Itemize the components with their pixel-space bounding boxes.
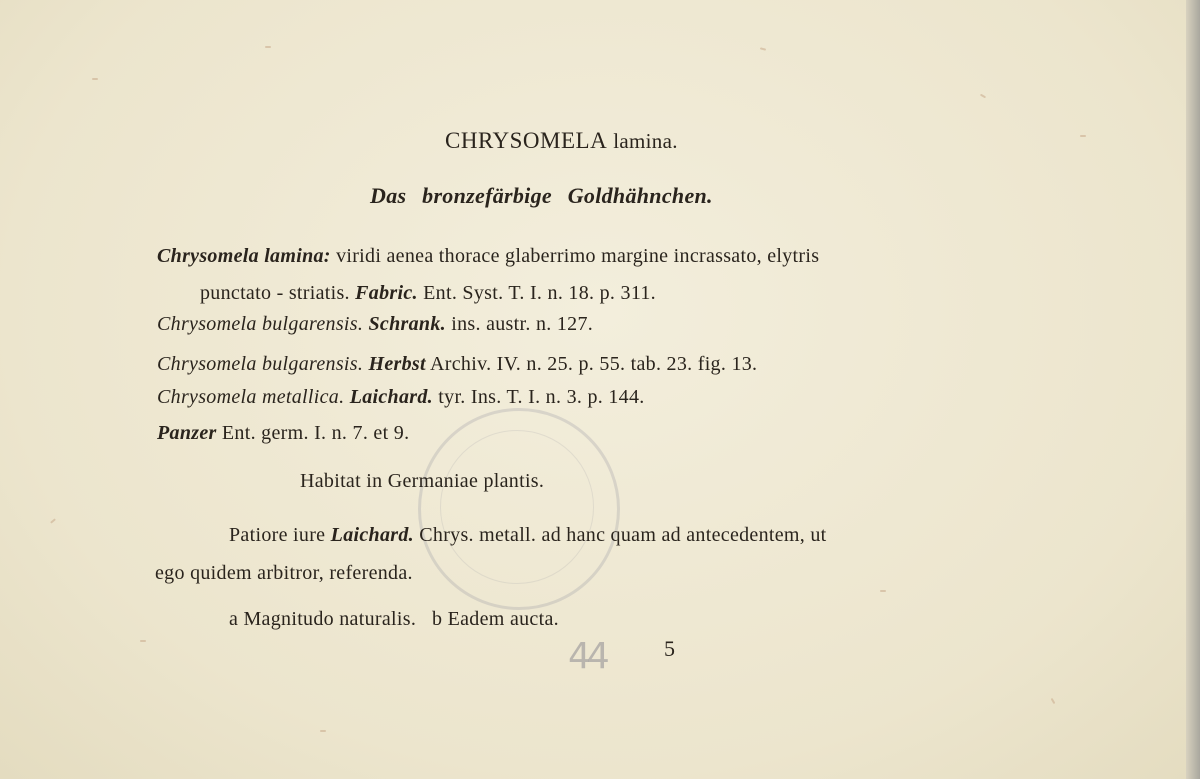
paper-fleck	[140, 640, 146, 642]
note-text: Patiore iure	[229, 524, 326, 546]
author-name: Panzer	[157, 422, 217, 444]
citation-text: ins. austr. n. 127.	[451, 313, 594, 335]
taxon-name: Chrysomela bulgarensis.	[157, 353, 364, 375]
page-edge-shadow	[1186, 0, 1200, 779]
handwritten-mark: 44	[568, 636, 606, 677]
synonymy-line	[200, 282, 656, 305]
paper-fleck	[320, 730, 326, 732]
genus-name: CHRYSOMELA	[445, 128, 608, 153]
author-name: Laichard.	[330, 524, 414, 546]
synonymy-line	[157, 313, 593, 336]
figure-caption: a Magnitudo naturalis. b Eadem aucta.	[229, 608, 559, 630]
taxon-name: Chrysomela lamina:	[157, 245, 331, 267]
paper-fleck	[1080, 135, 1086, 137]
author-name: Fabric.	[355, 282, 418, 304]
species-epithet: lamina.	[613, 129, 678, 153]
author-name: Schrank.	[368, 313, 446, 335]
page-number: 5	[664, 636, 676, 661]
citation-text: Ent. germ. I. n. 7. et 9.	[221, 422, 410, 444]
citation-text: Ent. Syst. T. I. n. 18. p. 311.	[423, 282, 656, 304]
citation-text: Archiv. IV. n. 25. p. 55. tab. 23. fig. 13.	[430, 353, 758, 375]
library-stamp-inner-ring	[440, 430, 594, 584]
author-name: Laichard.	[349, 386, 433, 408]
synonymy-line	[157, 245, 819, 268]
citation-text: tyr. Ins. T. I. n. 3. p. 144.	[438, 386, 645, 408]
diagnosis-text: punctato - striatis.	[200, 282, 350, 304]
taxon-name: Chrysomela metallica.	[157, 386, 345, 408]
synonymy-line	[157, 353, 757, 376]
diagnosis-text: viridi aenea thorace glaberrimo margine incrassato, elytris	[336, 245, 820, 267]
synonymy-line	[157, 422, 409, 445]
synonymy-line	[157, 386, 645, 409]
note-line	[229, 524, 827, 547]
habitat-line: Habitat in Germaniae plantis.	[300, 470, 545, 492]
paper-fleck	[92, 78, 98, 80]
paper-fleck	[265, 46, 271, 48]
note-text: Chrys. metall. ad hanc quam ad antecedentem, ut	[419, 524, 827, 546]
note-line: ego quidem arbitror, referenda.	[155, 562, 413, 584]
taxon-name: Chrysomela bulgarensis.	[157, 313, 364, 335]
author-name: Herbst	[368, 353, 426, 375]
species-title	[445, 128, 678, 154]
german-common-name: Das bronzefärbige Goldhähnchen.	[370, 183, 713, 208]
paper-fleck	[880, 590, 886, 592]
